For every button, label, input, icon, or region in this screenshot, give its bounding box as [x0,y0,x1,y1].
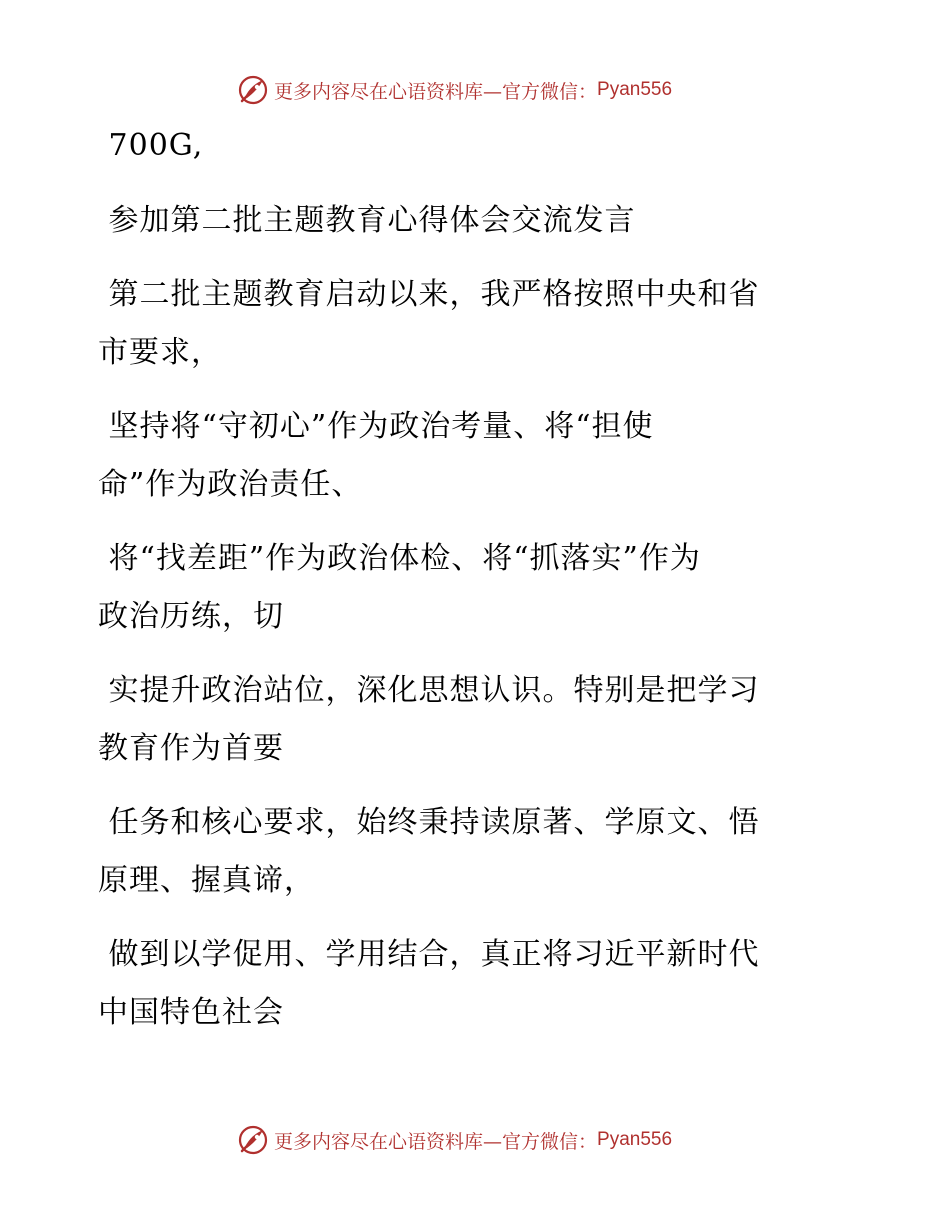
text-line-5b: 政治历练，切 [98,599,284,634]
header-watermark [0,70,950,110]
text-line-3a: 第二批主题教育启动以来，我严格按照中央和省 [98,277,760,312]
quill-logo-icon [236,1123,270,1157]
text-line-2: 参加第二批主题教育心得体会交流发言 [98,203,636,238]
text-line-4b: 命”作为政治责任、 [98,467,363,502]
quill-logo-icon [236,73,270,107]
text-line-8a: 做到以学促用、学用结合，真正将习近平新时代 [98,937,760,972]
text-line-5a: 将“找差距”作为政治体检、将“抓落实”作为 [98,541,701,576]
text-line-7a: 任务和核心要求，始终秉持读原著、学原文、悟 [98,805,760,840]
watermark-group [236,72,672,108]
text-line-3b: 市要求， [98,335,222,370]
watermark-text: 更多内容尽在心语资料库—官方微信： [274,80,598,103]
watermark-text: 更多内容尽在心语资料库—官方微信： [274,1130,598,1153]
text-line-6a: 实提升政治站位，深化思想认识。特别是把学习 [98,673,760,708]
footer-watermark [0,1120,950,1160]
text-line-4a: 坚持将“守初心”作为政治考量、将“担使 [98,409,654,444]
text-line-7b: 原理、握真谛， [98,863,315,898]
text-line-1: 700G, [98,128,204,163]
text-line-8b: 中国特色社会 [98,995,284,1030]
text-line-6b: 教育作为首要 [98,731,284,766]
watermark-group [236,1122,672,1158]
watermark-wechat-id: Pyan556 [597,1129,673,1150]
watermark-wechat-id: Pyan556 [597,79,673,100]
